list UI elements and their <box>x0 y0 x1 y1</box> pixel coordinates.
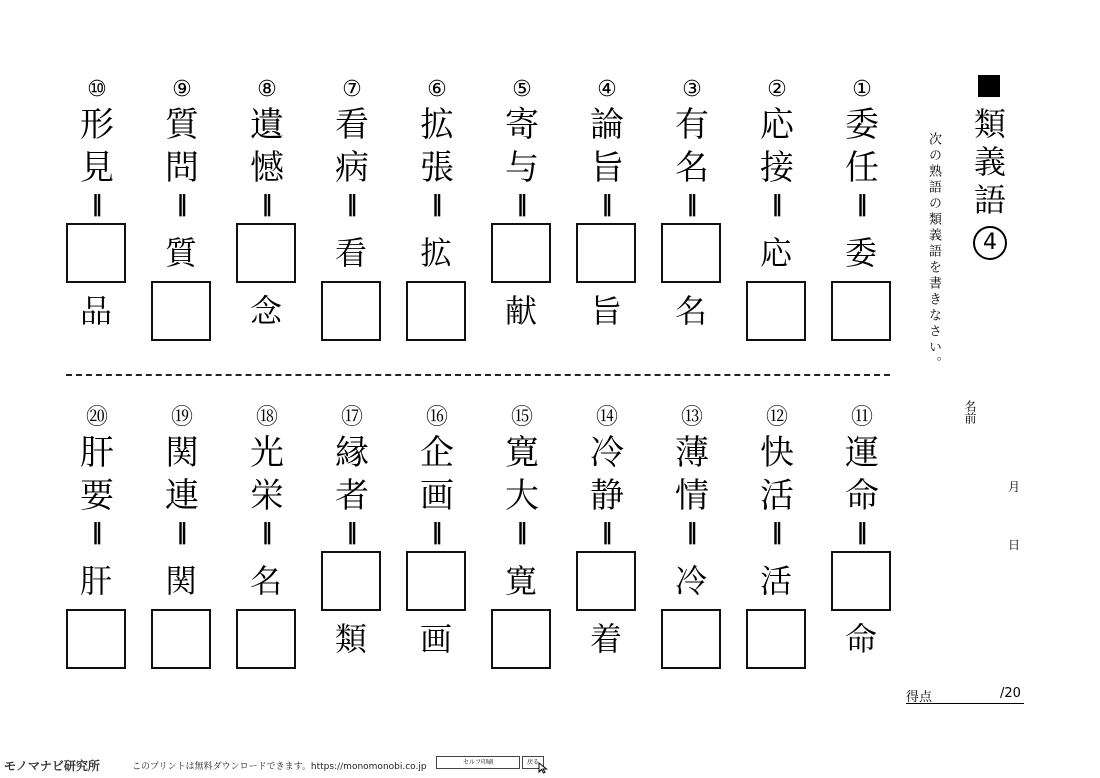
answer-box[interactable] <box>491 609 551 669</box>
problem-number: ③ <box>682 77 702 102</box>
answer-box[interactable] <box>151 609 211 669</box>
footer-logo[interactable]: モノマナビ研究所 <box>4 759 100 773</box>
answer-hint-char: 関 <box>164 562 197 600</box>
word-char-1: 有 <box>675 105 709 145</box>
word-char-1: 企 <box>420 433 454 473</box>
word-char-2: 与 <box>505 148 539 188</box>
word-char-1: 関 <box>165 433 199 473</box>
word-char-2: 張 <box>420 148 454 188</box>
answer-hint-char: 献 <box>504 292 537 330</box>
word-char-2: 問 <box>165 148 199 188</box>
word-char-2: 病 <box>335 148 369 188</box>
answer-hint-char: 肝 <box>79 562 112 600</box>
word-char-2: 憾 <box>250 148 284 188</box>
answer-box[interactable] <box>66 223 126 283</box>
answer-hint-char: 拡 <box>419 234 452 272</box>
title-square-icon <box>978 75 1000 97</box>
answer-box[interactable] <box>831 551 891 611</box>
answer-box[interactable] <box>746 281 806 341</box>
word-char-1: 質 <box>165 105 199 145</box>
word-char-1: 遺 <box>250 105 284 145</box>
word-char-1: 冷 <box>590 433 624 473</box>
answer-hint-char: 名 <box>249 562 282 600</box>
problem-number: ⑦ <box>342 77 362 102</box>
answer-hint-char: 類 <box>334 620 367 658</box>
word-char-1: 肝 <box>80 433 114 473</box>
word-char-2: 名 <box>675 148 709 188</box>
equals-mark: ‖ <box>176 192 188 217</box>
equals-mark: ‖ <box>771 520 783 545</box>
word-char-2: 情 <box>675 476 709 516</box>
word-char-1: 寛 <box>505 433 539 473</box>
equals-mark: ‖ <box>346 192 358 217</box>
word-char-2: 者 <box>335 476 369 516</box>
answer-box[interactable] <box>661 609 721 669</box>
word-char-2: 栄 <box>250 476 284 516</box>
answer-box[interactable] <box>661 223 721 283</box>
answer-box[interactable] <box>746 609 806 669</box>
answer-hint-char: 冷 <box>674 562 707 600</box>
equals-mark: ‖ <box>601 520 613 545</box>
word-char-2: 静 <box>590 476 624 516</box>
answer-box[interactable] <box>236 223 296 283</box>
answer-hint-char: 看 <box>334 234 367 272</box>
answer-box[interactable] <box>406 551 466 611</box>
equals-mark: ‖ <box>856 192 868 217</box>
problem-number: ⑨ <box>172 77 192 102</box>
word-char-2: 画 <box>420 476 454 516</box>
title-char: 類 <box>973 105 1006 143</box>
equals-mark: ‖ <box>91 192 103 217</box>
word-char-1: 運 <box>845 433 879 473</box>
title-char: 義 <box>973 143 1006 181</box>
answer-hint-char: 品 <box>79 292 112 330</box>
equals-mark: ‖ <box>601 192 613 217</box>
problem-number: ⑬ <box>680 405 703 430</box>
word-char-2: 連 <box>165 476 199 516</box>
problem-number: ⑰ <box>340 405 363 430</box>
equals-mark: ‖ <box>431 520 443 545</box>
problem-number: ⑩ <box>87 77 107 102</box>
word-char-2: 任 <box>845 148 879 188</box>
equals-mark: ‖ <box>91 520 103 545</box>
word-char-2: 見 <box>80 148 114 188</box>
score-total: /20 <box>1000 686 1021 701</box>
answer-box[interactable] <box>831 281 891 341</box>
equals-mark: ‖ <box>176 520 188 545</box>
word-char-1: 寄 <box>505 105 539 145</box>
score-label: 得点 <box>906 690 933 705</box>
problem-number: ⑭ <box>595 405 618 430</box>
word-char-1: 薄 <box>675 433 709 473</box>
problem-number: ⑤ <box>512 77 532 102</box>
problem-number: ⑲ <box>170 405 193 430</box>
problem-number: ⑮ <box>510 405 533 430</box>
answer-hint-char: 寛 <box>504 562 537 600</box>
problem-number: ⑪ <box>850 405 873 430</box>
word-char-1: 応 <box>760 105 794 145</box>
day-label: 日 <box>1008 538 1021 552</box>
equals-mark: ‖ <box>346 520 358 545</box>
month-label: 月 <box>1008 480 1021 494</box>
cursor-icon <box>538 762 548 774</box>
word-char-1: 看 <box>335 105 369 145</box>
title-char: 語 <box>973 181 1006 219</box>
word-char-1: 委 <box>845 105 879 145</box>
answer-hint-char: 命 <box>844 620 877 658</box>
equals-mark: ‖ <box>516 192 528 217</box>
answer-hint-char: 名 <box>674 292 707 330</box>
answer-hint-char: 旨 <box>589 292 622 330</box>
word-char-2: 接 <box>760 148 794 188</box>
answer-box[interactable] <box>491 223 551 283</box>
word-char-2: 旨 <box>590 148 624 188</box>
name-label: 名前 <box>963 400 977 424</box>
answer-hint-char: 画 <box>419 620 452 658</box>
answer-box[interactable] <box>576 551 636 611</box>
answer-hint-char: 応 <box>759 234 792 272</box>
answer-hint-char: 委 <box>844 234 877 272</box>
problem-number: ④ <box>597 77 617 102</box>
title-number: 4 <box>973 226 1007 260</box>
answer-box[interactable] <box>321 281 381 341</box>
back-button[interactable]: 戻る <box>522 756 544 769</box>
problem-number: ⑧ <box>257 77 277 102</box>
answer-box[interactable] <box>406 281 466 341</box>
equals-mark: ‖ <box>686 192 698 217</box>
word-char-2: 要 <box>80 476 114 516</box>
instruction-text: 次の熟語の類義語を書きなさい。 <box>926 132 941 372</box>
problem-number: ⑥ <box>427 77 447 102</box>
equals-mark: ‖ <box>516 520 528 545</box>
answer-box[interactable] <box>576 223 636 283</box>
equals-mark: ‖ <box>856 520 868 545</box>
answer-hint-char: 念 <box>249 292 282 330</box>
dashed-divider <box>66 374 890 376</box>
problem-number: ② <box>767 77 787 102</box>
print-button[interactable]: セルフ印刷 <box>436 756 520 769</box>
problem-number: ⑯ <box>425 405 448 430</box>
answer-box[interactable] <box>321 551 381 611</box>
worksheet-title <box>970 105 1010 260</box>
answer-box[interactable] <box>66 609 126 669</box>
word-char-2: 大 <box>505 476 539 516</box>
word-char-1: 拡 <box>420 105 454 145</box>
word-char-1: 快 <box>760 433 794 473</box>
problem-number: ⑳ <box>85 405 108 430</box>
answer-box[interactable] <box>236 609 296 669</box>
equals-mark: ‖ <box>261 192 273 217</box>
answer-hint-char: 質 <box>164 234 197 272</box>
word-char-1: 光 <box>250 433 284 473</box>
word-char-2: 活 <box>760 476 794 516</box>
word-char-1: 形 <box>80 105 114 145</box>
equals-mark: ‖ <box>261 520 273 545</box>
word-char-1: 縁 <box>335 433 369 473</box>
equals-mark: ‖ <box>771 192 783 217</box>
problem-number: ① <box>852 77 872 102</box>
equals-mark: ‖ <box>686 520 698 545</box>
problem-number: ⑱ <box>255 405 278 430</box>
score-underline <box>906 703 1024 704</box>
answer-hint-char: 着 <box>589 620 622 658</box>
answer-box[interactable] <box>151 281 211 341</box>
problem-number: ⑫ <box>765 405 788 430</box>
word-char-2: 命 <box>845 476 879 516</box>
equals-mark: ‖ <box>431 192 443 217</box>
answer-hint-char: 活 <box>759 562 792 600</box>
footer-text: このプリントは無料ダウンロードできます。https://monomonobi.co.jp <box>132 762 427 772</box>
word-char-1: 論 <box>590 105 624 145</box>
